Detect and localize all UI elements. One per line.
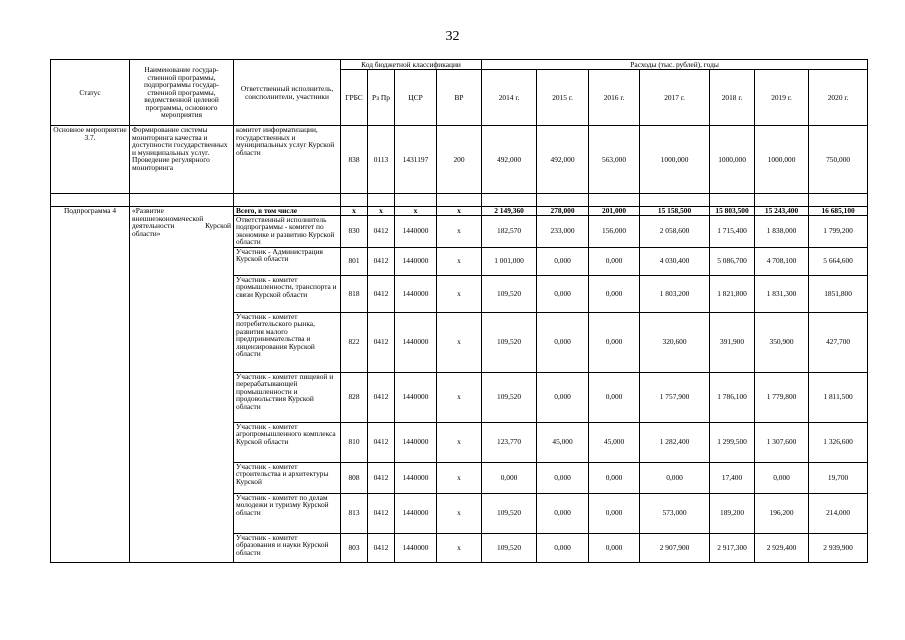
header-year: 2017 г. <box>640 70 710 126</box>
executor-cell: Участник - комитет промышленности, транспорта и связи Курской области <box>234 275 341 312</box>
vr-cell: х <box>437 215 482 247</box>
executor-cell: Участник - комитет потребительского рынка, развития малого предпринимательства и лицензирования Курской области <box>234 312 341 372</box>
value-cell: 214,000 <box>809 493 868 533</box>
value-cell: 492,000 <box>537 126 589 194</box>
vr-cell: х <box>437 422 482 462</box>
vr-cell: х <box>437 247 482 275</box>
value-cell: 0,000 <box>537 275 589 312</box>
rzpr-cell: 0412 <box>368 372 395 422</box>
grbs-cell: 822 <box>341 312 368 372</box>
value-cell: 0,000 <box>537 462 589 493</box>
executor-cell: Участник - комитет агропромышленного комплекса Курской области <box>234 422 341 462</box>
value-cell: 1 779,800 <box>755 372 809 422</box>
header-name: Наименование государ-ственной программы, подпрограммы государ-ственной программы, ведомственной целевой программы, основного мероприятия <box>130 60 234 126</box>
rzpr-cell: 0412 <box>368 312 395 372</box>
executor-cell: Участник - комитет строительства и архитектуры Курской <box>234 462 341 493</box>
value-cell: 1 838,000 <box>755 215 809 247</box>
value-cell: 2 917,300 <box>710 533 755 562</box>
value-cell: 1 821,800 <box>710 275 755 312</box>
value-cell: 19,700 <box>809 462 868 493</box>
value-cell: 156,000 <box>589 215 640 247</box>
rzpr-cell: 0412 <box>368 422 395 462</box>
value-cell: 563,000 <box>589 126 640 194</box>
vr-cell: х <box>437 462 482 493</box>
value-cell: 45,000 <box>589 422 640 462</box>
csr-cell: 1440000 <box>395 275 437 312</box>
spacer-row <box>51 194 868 207</box>
grbs-cell: 801 <box>341 247 368 275</box>
value-cell: 0,000 <box>537 312 589 372</box>
rzpr-cell: 0412 <box>368 275 395 312</box>
header-csr: ЦСР <box>395 70 437 126</box>
header-rzpr: Рз Пр <box>368 70 395 126</box>
value-cell: 45,000 <box>537 422 589 462</box>
grbs-cell: 838 <box>341 126 368 194</box>
vr-cell: х <box>437 533 482 562</box>
csr-cell: 1440000 <box>395 247 437 275</box>
grbs-cell: х <box>341 207 368 216</box>
vr-cell: 200 <box>437 126 482 194</box>
csr-cell: 1440000 <box>395 462 437 493</box>
value-cell: 15 158,500 <box>640 207 710 216</box>
value-cell: 1000,000 <box>710 126 755 194</box>
value-cell: 5 086,700 <box>710 247 755 275</box>
value-cell: 350,900 <box>755 312 809 372</box>
value-cell: 573,000 <box>640 493 710 533</box>
header-year: 2019 г. <box>755 70 809 126</box>
grbs-cell: 808 <box>341 462 368 493</box>
value-cell: 0,000 <box>537 247 589 275</box>
value-cell: 2 929,400 <box>755 533 809 562</box>
value-cell: 196,200 <box>755 493 809 533</box>
rzpr-cell: 0412 <box>368 462 395 493</box>
value-cell: 320,600 <box>640 312 710 372</box>
name-cell: Формирование системы мониторинга качества и доступности государственных и муниципальных услуг. Проведение регулярного мониторинга <box>130 126 234 194</box>
budget-table <box>50 59 868 563</box>
value-cell: 1000,000 <box>755 126 809 194</box>
csr-cell: 1440000 <box>395 372 437 422</box>
vr-cell: х <box>437 493 482 533</box>
value-cell: 0,000 <box>537 493 589 533</box>
header-status: Статус <box>51 60 130 126</box>
value-cell: 2 149,360 <box>482 207 537 216</box>
value-cell: 0,000 <box>640 462 710 493</box>
value-cell: 1 786,100 <box>710 372 755 422</box>
value-cell: 391,900 <box>710 312 755 372</box>
value-cell: 109,520 <box>482 493 537 533</box>
vr-cell: х <box>437 207 482 216</box>
value-cell: 1 326,600 <box>809 422 868 462</box>
csr-cell: 1431197 <box>395 126 437 194</box>
executor-cell: Ответственный исполнитель подпрограммы - комитет по экономике и развитию Курской области <box>234 215 341 247</box>
value-cell: 0,000 <box>589 247 640 275</box>
rzpr-cell: 0412 <box>368 215 395 247</box>
header-row <box>51 60 868 70</box>
value-cell: 1 757,900 <box>640 372 710 422</box>
executor-cell: Всего, в том числе <box>234 207 341 216</box>
value-cell: 2 058,600 <box>640 215 710 247</box>
header-executor: Ответственный исполнитель, соисполнители, участники <box>234 60 341 126</box>
value-cell: 123,770 <box>482 422 537 462</box>
vr-cell: х <box>437 275 482 312</box>
grbs-cell: 813 <box>341 493 368 533</box>
header-expenses: Расходы (тыс. рублей), годы <box>482 60 868 70</box>
value-cell: 1 799,200 <box>809 215 868 247</box>
value-cell: 233,000 <box>537 215 589 247</box>
value-cell: 0,000 <box>589 275 640 312</box>
page-number: 32 <box>445 29 460 44</box>
value-cell: 201,000 <box>589 207 640 216</box>
grbs-cell: 818 <box>341 275 368 312</box>
name-cell: «Развитие внешнеэкономической деятельности Курской области» <box>130 207 234 563</box>
csr-cell: 1440000 <box>395 422 437 462</box>
value-cell: 1 001,000 <box>482 247 537 275</box>
subprogram-total-row <box>51 207 868 216</box>
value-cell: 427,700 <box>809 312 868 372</box>
value-cell: 1 307,600 <box>755 422 809 462</box>
rzpr-cell: 0412 <box>368 493 395 533</box>
executor-cell: Участник - комитет образования и науки Курской области <box>234 533 341 562</box>
value-cell: 0,000 <box>589 533 640 562</box>
csr-cell: 1440000 <box>395 312 437 372</box>
header-year: 2020 г. <box>809 70 868 126</box>
executor-cell: Участник - комитет по делам молодежи и туризму Курской области <box>234 493 341 533</box>
executor-cell: Участник - Администрация Курской области <box>234 247 341 275</box>
csr-cell: 1440000 <box>395 533 437 562</box>
value-cell: 0,000 <box>755 462 809 493</box>
value-cell: 0,000 <box>589 462 640 493</box>
value-cell: 0,000 <box>589 372 640 422</box>
value-cell: 0,000 <box>537 372 589 422</box>
value-cell: 2 939,900 <box>809 533 868 562</box>
status-cell: Подпрограмма 4 <box>51 207 130 563</box>
grbs-cell: 803 <box>341 533 368 562</box>
value-cell: 0,000 <box>482 462 537 493</box>
value-cell: 278,000 <box>537 207 589 216</box>
value-cell: 189,200 <box>710 493 755 533</box>
value-cell: 17,400 <box>710 462 755 493</box>
vr-cell: х <box>437 372 482 422</box>
value-cell: 1 299,500 <box>710 422 755 462</box>
grbs-cell: 830 <box>341 215 368 247</box>
value-cell: 15 803,500 <box>710 207 755 216</box>
value-cell: 1851,800 <box>809 275 868 312</box>
status-cell: Основное мероприятие 3.7. <box>51 126 130 194</box>
value-cell: 109,520 <box>482 372 537 422</box>
csr-cell: 1440000 <box>395 215 437 247</box>
executor-cell: Участник - комитет пищевой и перерабатывающей промышленности и продовольствия Курской области <box>234 372 341 422</box>
value-cell: 492,000 <box>482 126 537 194</box>
value-cell: 182,570 <box>482 215 537 247</box>
value-cell: 1 282,400 <box>640 422 710 462</box>
basic-event-row <box>51 126 868 194</box>
value-cell: 109,520 <box>482 312 537 372</box>
value-cell: 0,000 <box>589 493 640 533</box>
csr-cell: х <box>395 207 437 216</box>
value-cell: 109,520 <box>482 533 537 562</box>
value-cell: 4 030,400 <box>640 247 710 275</box>
grbs-cell: 810 <box>341 422 368 462</box>
subprogram-body <box>51 207 868 563</box>
csr-cell: 1440000 <box>395 493 437 533</box>
value-cell: 1000,000 <box>640 126 710 194</box>
value-cell: 109,520 <box>482 275 537 312</box>
value-cell: 4 708,100 <box>755 247 809 275</box>
header-budget-code: Код бюджетной классификации <box>341 60 482 70</box>
value-cell: 0,000 <box>589 312 640 372</box>
rzpr-cell: 0412 <box>368 533 395 562</box>
value-cell: 0,000 <box>537 533 589 562</box>
value-cell: 2 907,900 <box>640 533 710 562</box>
value-cell: 1 803,200 <box>640 275 710 312</box>
rzpr-cell: 0113 <box>368 126 395 194</box>
value-cell: 15 243,400 <box>755 207 809 216</box>
value-cell: 1 811,500 <box>809 372 868 422</box>
rzpr-cell: 0412 <box>368 247 395 275</box>
header-vr: ВР <box>437 70 482 126</box>
executor-cell: комитет информатизации, государственных и муниципальных услуг Курской области <box>234 126 341 194</box>
header-year: 2018 г. <box>710 70 755 126</box>
value-cell: 16 685,100 <box>809 207 868 216</box>
header-grbs: ГРБС <box>341 70 368 126</box>
header-year: 2014 г. <box>482 70 537 126</box>
vr-cell: х <box>437 312 482 372</box>
header-year: 2015 г. <box>537 70 589 126</box>
value-cell: 5 664,600 <box>809 247 868 275</box>
header-year: 2016 г. <box>589 70 640 126</box>
grbs-cell: 828 <box>341 372 368 422</box>
value-cell: 1 715,400 <box>710 215 755 247</box>
value-cell: 1 831,300 <box>755 275 809 312</box>
rzpr-cell: х <box>368 207 395 216</box>
value-cell: 750,000 <box>809 126 868 194</box>
